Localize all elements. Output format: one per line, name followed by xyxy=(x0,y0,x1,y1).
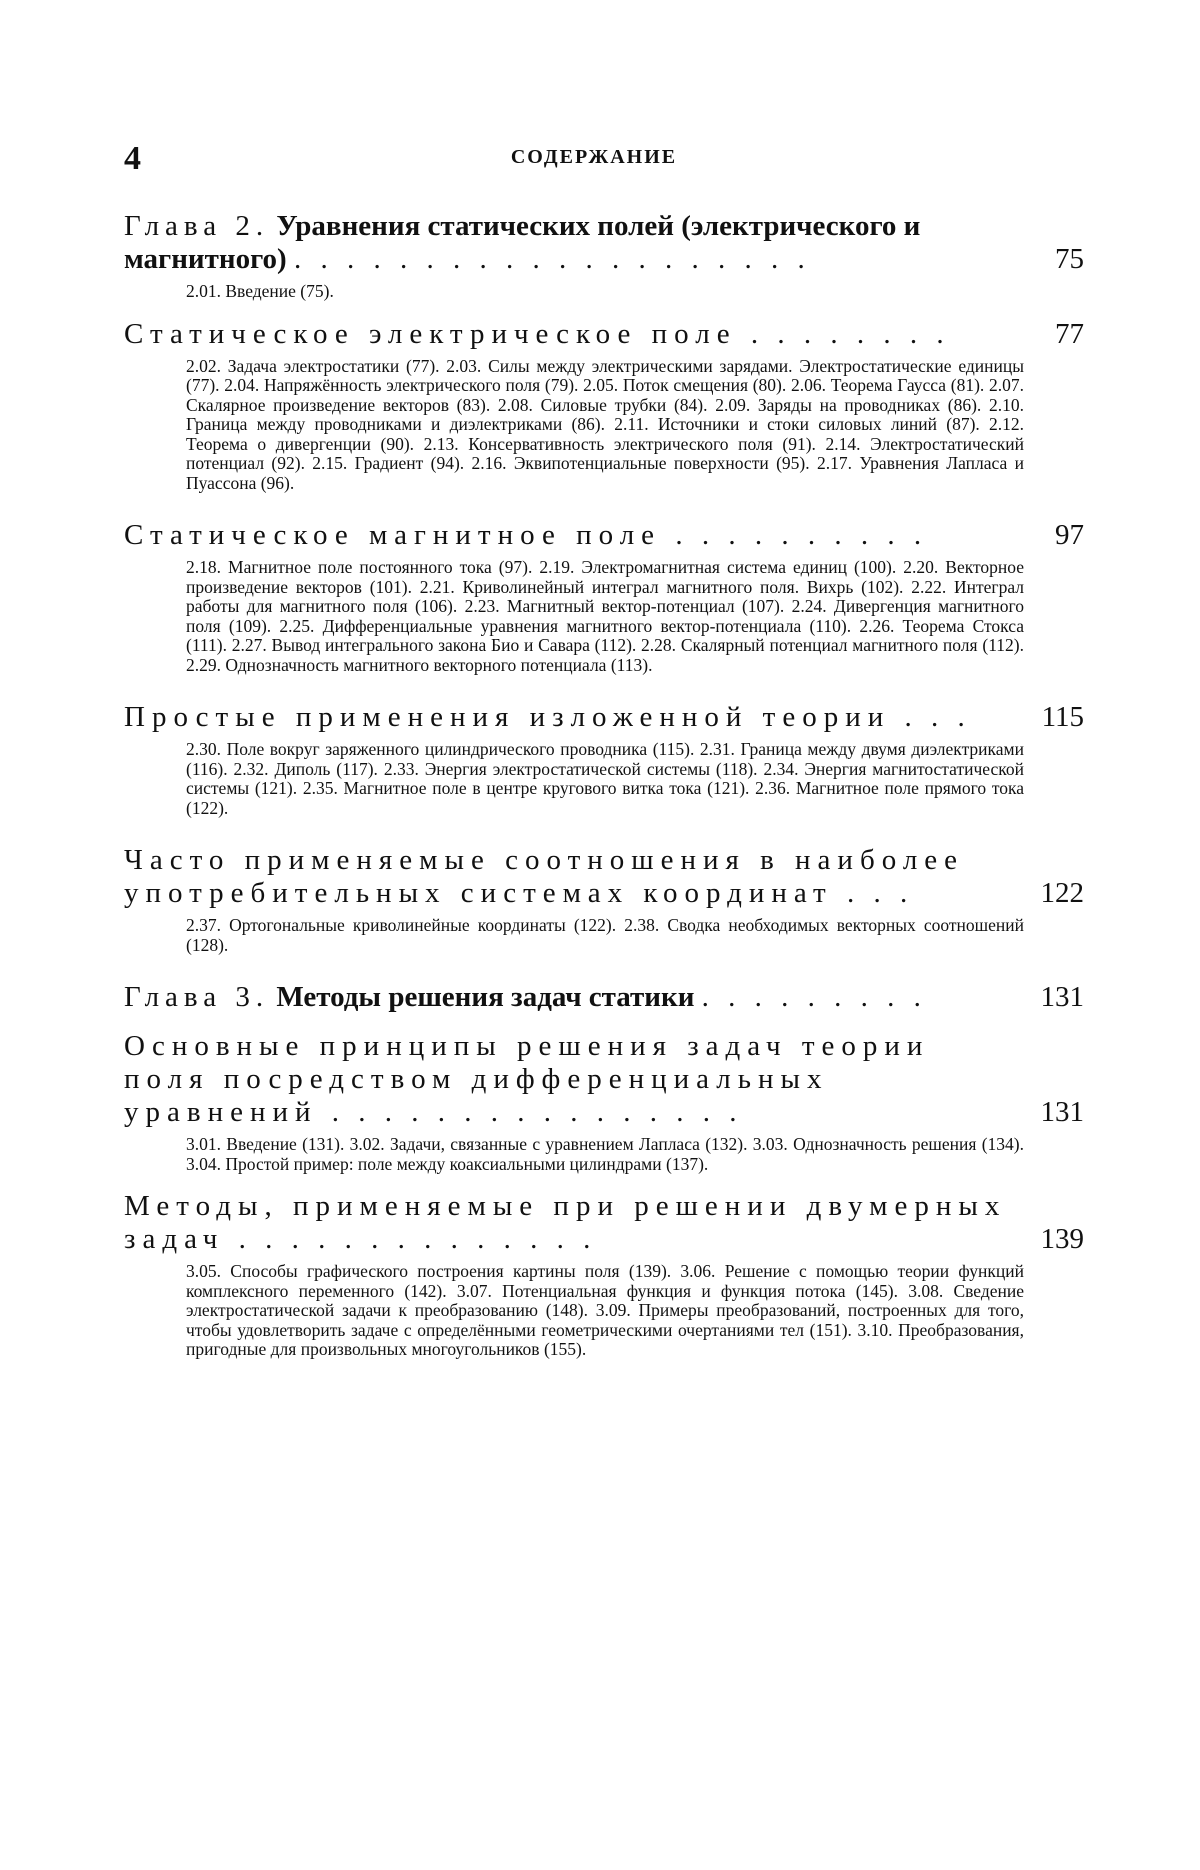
toc-subsections: 3.05. Способы графического построения картины поля (139). 3.06. Решение с помощью теории функций комплексного переменного (142). 3.07. Потенциальная функция и функция потока (145). 3.08. Сведение электростатической задачи к преобразованию (148). 3.09. Примеры преобразований, построенных для того, чтобы удовлетворить задаче с определёнными геометрическими очертаниями тел (151). 3.10. Преобразования, пригодные для произвольных многоугольников (155). xyxy=(186,1261,1024,1359)
page-ref: 75 xyxy=(1055,243,1084,275)
leader-dots: . . . . . . . . . xyxy=(701,981,927,1013)
toc-subsections: 2.30. Поле вокруг заряженного цилиндрического проводника (115). 2.31. Граница между двумя диэлектриками (116). 2.32. Диполь (117). 2.33. Энергия электростатической системы (118). 2.34. Энергия магнитостатической системы (121). 2.35. Магнитное поле в центре кругового витка тока (121). 2.36. Магнитное поле прямого тока (122). xyxy=(186,739,1024,818)
leader-dots: . . . . . . . . . . xyxy=(675,519,928,551)
page-ref: 139 xyxy=(1040,1223,1084,1255)
toc-section xyxy=(124,1190,1084,1256)
page-ref: 77 xyxy=(1055,317,1084,350)
leader-dots: . . . . . . . . . . . . . . . . . . . . xyxy=(293,243,811,275)
toc-section xyxy=(124,1030,1084,1129)
toc-section xyxy=(124,318,1084,351)
chapter-label: Глава 3. xyxy=(124,981,270,1013)
section-title: Статическое магнитное поле xyxy=(124,519,662,551)
toc-chapter-2 xyxy=(124,210,1084,276)
leader-dots: . . . . . . . . . . . . . . xyxy=(238,1223,597,1255)
toc-section xyxy=(124,519,1084,552)
section-title: Простые применения изложенной теории xyxy=(124,701,891,733)
toc-section xyxy=(124,701,1084,734)
toc-chapter-3 xyxy=(124,981,1084,1014)
page-ref: 97 xyxy=(1055,519,1084,551)
toc-subsections: 2.02. Задача электростатики (77). 2.03. Силы между электрическими зарядами. Электростатические единицы (77). 2.04. Напряжённость электрического поля (79). 2.05. Поток смещения (80). 2.06. Теорема Гаусса (81). 2.07. Скалярное произведение векторов (83). 2.08. Силовые трубки (84). 2.09. Заряды на проводниках (86). 2.10. Граница между проводниками и диэлектриками (86). 2.11. Источники и стоки силовых линий (87). 2.12. Теорема о дивергенции (90). 2.13. Консервативность электрического поля (91). 2.14. Электростатический потенциал (92). 2.15. Градиент (94). 2.16. Эквипотенциальные поверхности (95). 2.17. Уравнения Лапласа и Пуассона (96). xyxy=(186,355,1024,493)
leader-dots: . . . xyxy=(904,701,971,733)
table-of-contents xyxy=(124,210,1084,1360)
leader-dots: . . . xyxy=(846,877,914,909)
page-header xyxy=(124,140,1064,180)
toc-subsections: 2.18. Магнитное поле постоянного тока (97). 2.19. Электромагнитная система единиц (100). 2.20. Векторное произведение векторов (101). 2.21. Криволинейный интеграл магнитного поля. Вихрь (102). 2.22. Интеграл работы для магнитного поля (106). 2.23. Магнитный вектор-потенциал (107). 2.24. Дивергенция магнитного поля (109). 2.25. Дифференциальные уравнения магнитного вектор-потенциала (110). 2.26. Теорема Стокса (111). 2.27. Вывод интегрального закона Био и Савара (112). 2.28. Скалярный потенциал магнитного поля (112). 2.29. Однозначность магнитного векторного потенциала (113). xyxy=(186,557,1024,675)
section-title: Статическое электрическое поле xyxy=(124,317,737,350)
toc-subsections: 2.01. Введение (75). xyxy=(186,281,334,301)
section-title: Часто применяемые соотношения в наиболее употребительных системах координат xyxy=(124,844,965,909)
leader-dots: . . . . . . . . xyxy=(750,317,950,350)
page-ref: 131 xyxy=(1040,981,1084,1013)
page-ref: 131 xyxy=(1040,1096,1084,1128)
page-number: 4 xyxy=(124,140,141,177)
toc-subsections: 2.37. Ортогональные криволинейные координаты (122). 2.38. Сводка необходимых векторных соотношений (128). xyxy=(186,915,1024,955)
section-title: Основные принципы решения задач теории поля посредством дифференциальных уравнений xyxy=(124,1030,930,1128)
section-title: Методы, применяемые при решении двумерных задач xyxy=(124,1190,1007,1255)
toc-section xyxy=(124,844,1084,910)
page-ref: 115 xyxy=(1041,701,1084,733)
page-ref: 122 xyxy=(1040,877,1084,909)
toc-subsections: 3.01. Введение (131). 3.02. Задачи, связанные с уравнением Лапласа (132). 3.03. Однозначность решения (134). 3.04. Простой пример: поле между коаксиальными цилиндрами (137). xyxy=(186,1134,1024,1174)
leader-dots: . . . . . . . . . . . . . . . . xyxy=(331,1096,743,1128)
chapter-title: Уравнения статических полей (электрического и магнитного) xyxy=(124,210,921,275)
chapter-title: Методы решения задач статики xyxy=(276,981,695,1013)
chapter-label: Глава 2. xyxy=(124,210,270,242)
running-title: СОДЕРЖАНИЕ xyxy=(510,146,678,168)
